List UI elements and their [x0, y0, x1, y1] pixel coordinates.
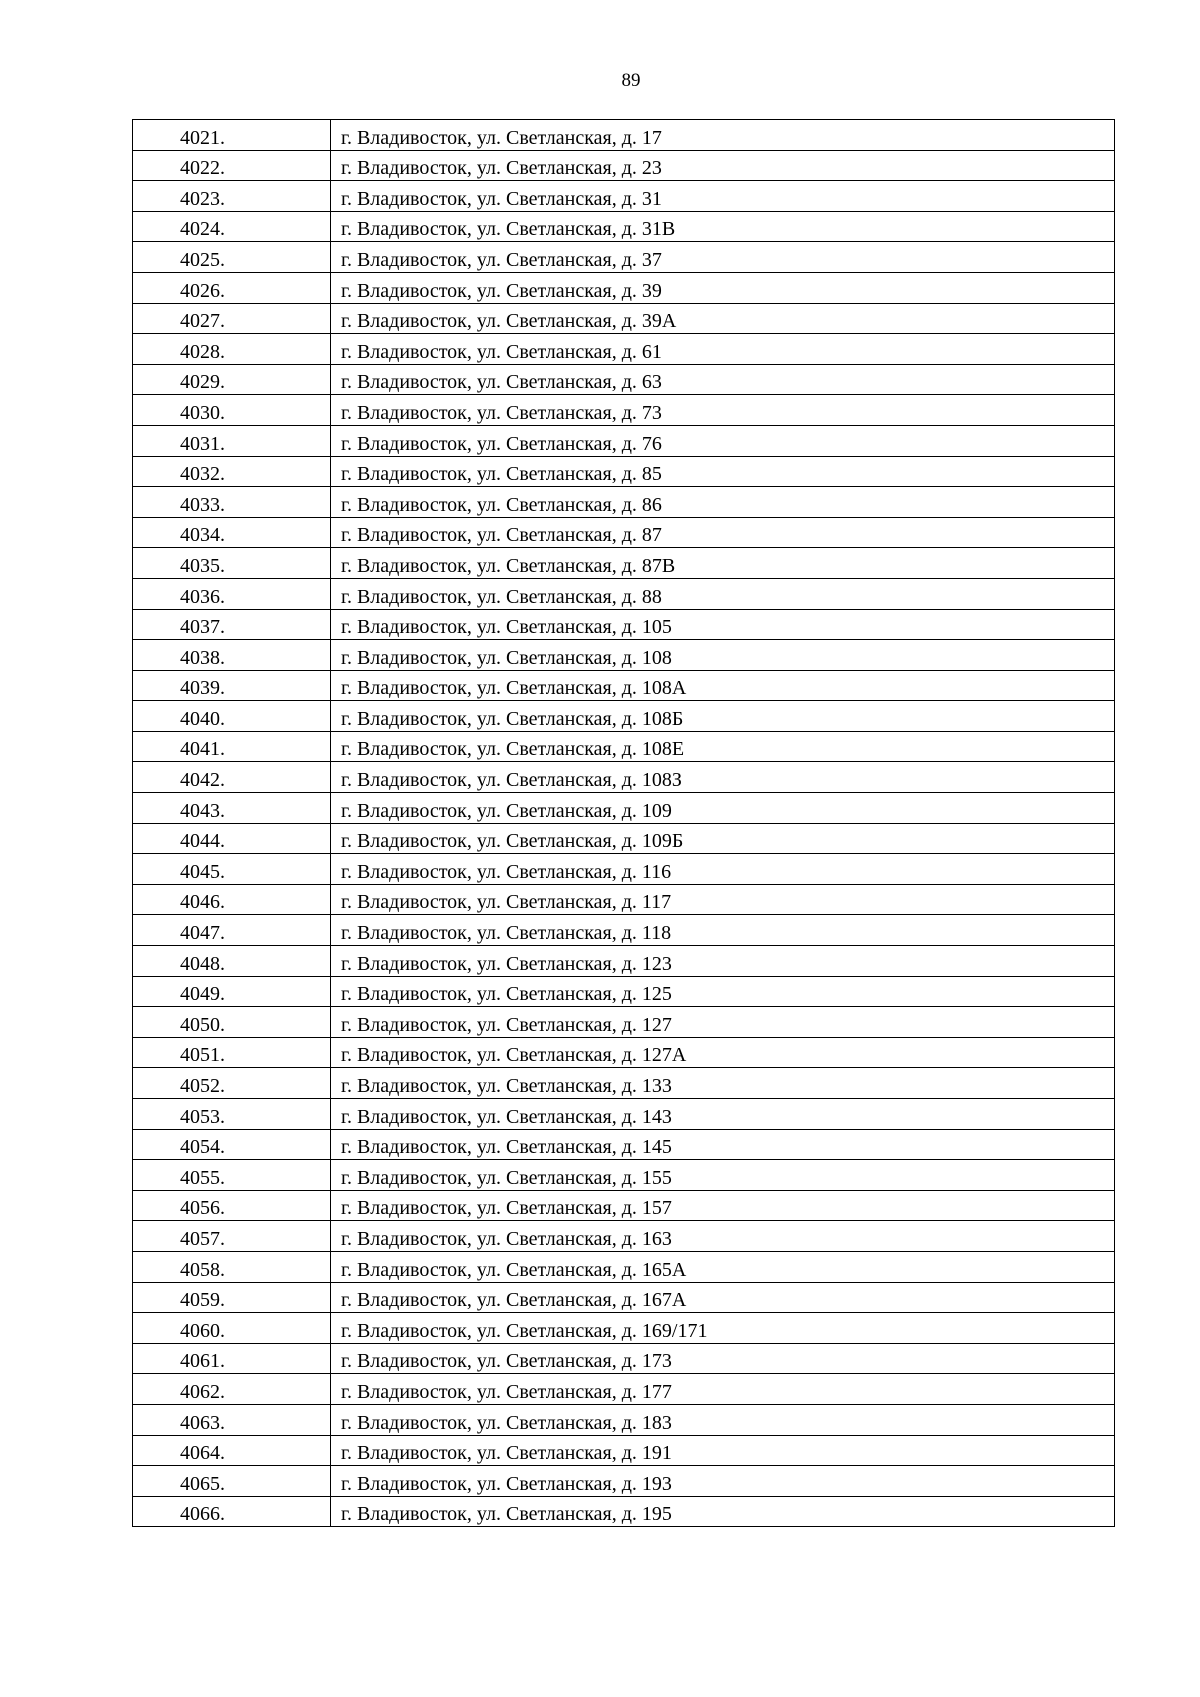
row-number: 4042.	[180, 769, 225, 792]
row-number-cell	[133, 487, 331, 518]
row-address: г. Владивосток, ул. Светланская, д. 116	[341, 860, 672, 883]
row-address: г. Владивосток, ул. Светланская, д. 193	[341, 1472, 672, 1495]
row-number-cell	[133, 303, 331, 334]
row-address: г. Владивосток, ул. Светланская, д. 108З	[341, 769, 682, 792]
row-address-cell	[331, 1068, 1115, 1099]
row-number-cell	[133, 150, 331, 181]
table-row	[133, 670, 1115, 701]
row-address: г. Владивосток, ул. Светланская, д. 109Б	[341, 830, 684, 853]
row-number-cell	[133, 211, 331, 242]
table-row	[133, 1160, 1115, 1191]
row-number: 4027.	[180, 310, 225, 333]
row-number-cell	[133, 1282, 331, 1313]
row-number-cell	[133, 1374, 331, 1405]
row-number-cell	[133, 242, 331, 273]
table-row	[133, 976, 1115, 1007]
row-number: 4065.	[180, 1472, 225, 1495]
row-address-cell	[331, 395, 1115, 426]
row-address: г. Владивосток, ул. Светланская, д. 37	[341, 248, 662, 271]
row-number-cell	[133, 915, 331, 946]
row-number: 4059.	[180, 1289, 225, 1312]
row-address-cell	[331, 1343, 1115, 1374]
row-number-cell	[133, 425, 331, 456]
row-number: 4057.	[180, 1227, 225, 1250]
table-row	[133, 303, 1115, 334]
table-row	[133, 946, 1115, 977]
row-number: 4066.	[180, 1503, 225, 1526]
row-number: 4051.	[180, 1044, 225, 1067]
row-number-cell	[133, 334, 331, 365]
row-number-cell	[133, 762, 331, 793]
row-number: 4023.	[180, 187, 225, 210]
row-address: г. Владивосток, ул. Светланская, д. 183	[341, 1411, 672, 1434]
row-address-cell	[331, 303, 1115, 334]
row-address-cell	[331, 242, 1115, 273]
table-row	[133, 364, 1115, 395]
row-number-cell	[133, 670, 331, 701]
row-address-cell	[331, 609, 1115, 640]
row-number-cell	[133, 548, 331, 579]
table-row	[133, 242, 1115, 273]
row-number: 4041.	[180, 738, 225, 761]
table-row	[133, 1374, 1115, 1405]
row-number: 4048.	[180, 952, 225, 975]
row-number: 4043.	[180, 799, 225, 822]
row-address: г. Владивосток, ул. Светланская, д. 163	[341, 1227, 672, 1250]
row-address: г. Владивосток, ул. Светланская, д. 73	[341, 401, 662, 424]
row-number-cell	[133, 272, 331, 303]
row-address-cell	[331, 456, 1115, 487]
row-number-cell	[133, 1190, 331, 1221]
row-number-cell	[133, 1129, 331, 1160]
table-row	[133, 150, 1115, 181]
table-row	[133, 1496, 1115, 1527]
row-address: г. Владивосток, ул. Светланская, д. 127А	[341, 1044, 687, 1067]
row-address: г. Владивосток, ул. Светланская, д. 117	[341, 891, 672, 914]
address-table-body	[133, 120, 1115, 1527]
row-address: г. Владивосток, ул. Светланская, д. 173	[341, 1350, 672, 1373]
row-number: 4055.	[180, 1166, 225, 1189]
row-address: г. Владивосток, ул. Светланская, д. 123	[341, 952, 672, 975]
row-address-cell	[331, 517, 1115, 548]
row-number: 4054.	[180, 1136, 225, 1159]
row-number-cell	[133, 1466, 331, 1497]
row-address-cell	[331, 1374, 1115, 1405]
row-address: г. Владивосток, ул. Светланская, д. 108	[341, 646, 672, 669]
table-row	[133, 1007, 1115, 1038]
row-address-cell	[331, 487, 1115, 518]
row-address: г. Владивосток, ул. Светланская, д. 167А	[341, 1289, 687, 1312]
row-address-cell	[331, 548, 1115, 579]
row-number: 4053.	[180, 1105, 225, 1128]
row-address-cell	[331, 181, 1115, 212]
table-row	[133, 823, 1115, 854]
row-number: 4045.	[180, 860, 225, 883]
row-number: 4038.	[180, 646, 225, 669]
row-address: г. Владивосток, ул. Светланская, д. 125	[341, 983, 672, 1006]
row-number: 4028.	[180, 340, 225, 363]
row-number-cell	[133, 823, 331, 854]
row-address-cell	[331, 1221, 1115, 1252]
row-address-cell	[331, 211, 1115, 242]
row-address: г. Владивосток, ул. Светланская, д. 109	[341, 799, 672, 822]
table-row	[133, 334, 1115, 365]
row-address: г. Владивосток, ул. Светланская, д. 118	[341, 922, 672, 945]
row-number: 4039.	[180, 677, 225, 700]
table-row	[133, 1343, 1115, 1374]
row-address: г. Владивосток, ул. Светланская, д. 88	[341, 585, 662, 608]
table-row	[133, 731, 1115, 762]
row-address-cell	[331, 915, 1115, 946]
row-address-cell	[331, 1496, 1115, 1527]
table-row	[133, 395, 1115, 426]
row-number-cell	[133, 854, 331, 885]
row-address-cell	[331, 884, 1115, 915]
table-row	[133, 487, 1115, 518]
row-number-cell	[133, 1068, 331, 1099]
row-address: г. Владивосток, ул. Светланская, д. 63	[341, 371, 662, 394]
table-row	[133, 272, 1115, 303]
row-address-cell	[331, 1099, 1115, 1130]
row-number: 4062.	[180, 1380, 225, 1403]
row-address: г. Владивосток, ул. Светланская, д. 39	[341, 279, 662, 302]
row-number: 4025.	[180, 248, 225, 271]
row-number: 4035.	[180, 554, 225, 577]
row-number-cell	[133, 946, 331, 977]
table-row	[133, 854, 1115, 885]
table-row	[133, 1251, 1115, 1282]
row-number-cell	[133, 1007, 331, 1038]
page-number: 89	[621, 70, 641, 91]
row-address-cell	[331, 1129, 1115, 1160]
row-address: г. Владивосток, ул. Светланская, д. 108А	[341, 677, 687, 700]
row-address: г. Владивосток, ул. Светланская, д. 31	[341, 187, 662, 210]
row-number: 4029.	[180, 371, 225, 394]
table-row	[133, 1466, 1115, 1497]
row-number-cell	[133, 701, 331, 732]
row-number: 4037.	[180, 616, 225, 639]
row-address: г. Владивосток, ул. Светланская, д. 86	[341, 493, 662, 516]
row-address-cell	[331, 823, 1115, 854]
row-number: 4033.	[180, 493, 225, 516]
row-number-cell	[133, 976, 331, 1007]
row-number: 4061.	[180, 1350, 225, 1373]
row-number: 4026.	[180, 279, 225, 302]
row-number-cell	[133, 609, 331, 640]
row-number-cell	[133, 1496, 331, 1527]
table-row	[133, 915, 1115, 946]
table-row	[133, 609, 1115, 640]
row-number: 4030.	[180, 401, 225, 424]
table-row	[133, 1068, 1115, 1099]
row-number-cell	[133, 1221, 331, 1252]
row-number-cell	[133, 1343, 331, 1374]
table-row	[133, 181, 1115, 212]
table-row	[133, 1313, 1115, 1344]
row-number-cell	[133, 364, 331, 395]
row-number: 4032.	[180, 463, 225, 486]
table-row	[133, 456, 1115, 487]
table-row	[133, 793, 1115, 824]
row-address: г. Владивосток, ул. Светланская, д. 17	[341, 126, 662, 149]
row-address: г. Владивосток, ул. Светланская, д. 191	[341, 1442, 672, 1465]
row-address: г. Владивосток, ул. Светланская, д. 157	[341, 1197, 672, 1220]
row-number-cell	[133, 1160, 331, 1191]
table-row	[133, 548, 1115, 579]
row-address: г. Владивосток, ул. Светланская, д. 133	[341, 1075, 672, 1097]
row-address-cell	[331, 854, 1115, 885]
row-number-cell	[133, 1037, 331, 1068]
row-number: 4044.	[180, 830, 225, 853]
row-number-cell	[133, 517, 331, 548]
row-address-cell	[331, 640, 1115, 671]
row-number: 4050.	[180, 1013, 225, 1036]
row-number-cell	[133, 120, 331, 151]
row-address: г. Владивосток, ул. Светланская, д. 61	[341, 340, 662, 363]
row-number-cell	[133, 640, 331, 671]
table-row	[133, 701, 1115, 732]
row-address-cell	[331, 578, 1115, 609]
row-address-cell	[331, 1282, 1115, 1313]
row-address: г. Владивосток, ул. Светланская, д. 39А	[341, 310, 677, 333]
row-number-cell	[133, 731, 331, 762]
row-number: 4046.	[180, 891, 225, 914]
row-number: 4058.	[180, 1258, 225, 1281]
address-table	[132, 119, 1115, 1527]
row-address-cell	[331, 334, 1115, 365]
table-row	[133, 1190, 1115, 1221]
table-row	[133, 1221, 1115, 1252]
row-number: 4063.	[180, 1411, 225, 1434]
row-address-cell	[331, 731, 1115, 762]
row-number-cell	[133, 1251, 331, 1282]
row-address-cell	[331, 1160, 1115, 1191]
row-number-cell	[133, 793, 331, 824]
row-number-cell	[133, 884, 331, 915]
row-address-cell	[331, 364, 1115, 395]
row-address-cell	[331, 1190, 1115, 1221]
row-number: 4056.	[180, 1197, 225, 1220]
row-address: г. Владивосток, ул. Светланская, д. 165А	[341, 1258, 687, 1281]
row-address-cell	[331, 425, 1115, 456]
table-row	[133, 578, 1115, 609]
row-number: 4052.	[180, 1075, 225, 1097]
row-number: 4049.	[180, 983, 225, 1006]
row-number: 4021.	[180, 126, 225, 149]
row-address-cell	[331, 1466, 1115, 1497]
row-number: 4024.	[180, 218, 225, 241]
row-address: г. Владивосток, ул. Светланская, д. 87	[341, 524, 662, 547]
table-row	[133, 120, 1115, 151]
row-address-cell	[331, 1251, 1115, 1282]
row-number-cell	[133, 395, 331, 426]
row-address-cell	[331, 1435, 1115, 1466]
row-address: г. Владивосток, ул. Светланская, д. 76	[341, 432, 662, 455]
row-number: 4036.	[180, 585, 225, 608]
row-address-cell	[331, 701, 1115, 732]
row-address: г. Владивосток, ул. Светланская, д. 23	[341, 157, 662, 180]
row-number-cell	[133, 1313, 331, 1344]
row-number-cell	[133, 578, 331, 609]
row-address: г. Владивосток, ул. Светланская, д. 108Б	[341, 707, 684, 730]
row-number: 4060.	[180, 1319, 225, 1342]
row-address: г. Владивосток, ул. Светланская, д. 195	[341, 1503, 672, 1526]
row-address: г. Владивосток, ул. Светланская, д. 127	[341, 1013, 672, 1036]
table-row	[133, 1404, 1115, 1435]
row-number-cell	[133, 1435, 331, 1466]
row-number-cell	[133, 1099, 331, 1130]
row-address: г. Владивосток, ул. Светланская, д. 85	[341, 463, 662, 486]
row-address-cell	[331, 1037, 1115, 1068]
row-address: г. Владивосток, ул. Светланская, д. 105	[341, 616, 672, 639]
row-address-cell	[331, 762, 1115, 793]
row-address: г. Владивосток, ул. Светланская, д. 31В	[341, 218, 676, 241]
row-address-cell	[331, 976, 1115, 1007]
row-address-cell	[331, 793, 1115, 824]
row-address: г. Владивосток, ул. Светланская, д. 145	[341, 1136, 672, 1159]
row-address: г. Владивосток, ул. Светланская, д. 143	[341, 1105, 672, 1128]
table-row	[133, 884, 1115, 915]
row-number-cell	[133, 181, 331, 212]
row-address: г. Владивосток, ул. Светланская, д. 169/171	[341, 1319, 708, 1342]
row-address-cell	[331, 1007, 1115, 1038]
row-address: г. Владивосток, ул. Светланская, д. 108Е	[341, 738, 685, 761]
table-row	[133, 762, 1115, 793]
table-row	[133, 1037, 1115, 1068]
row-number: 4031.	[180, 432, 225, 455]
row-number-cell	[133, 456, 331, 487]
row-address-cell	[331, 120, 1115, 151]
row-number: 4064.	[180, 1442, 225, 1465]
table-row	[133, 211, 1115, 242]
row-address-cell	[331, 272, 1115, 303]
row-address: г. Владивосток, ул. Светланская, д. 177	[341, 1380, 672, 1403]
table-row	[133, 1099, 1115, 1130]
row-number-cell	[133, 1404, 331, 1435]
table-row	[133, 640, 1115, 671]
table-row	[133, 425, 1115, 456]
row-number: 4022.	[180, 157, 225, 180]
row-address-cell	[331, 670, 1115, 701]
row-address: г. Владивосток, ул. Светланская, д. 155	[341, 1166, 672, 1189]
row-address-cell	[331, 150, 1115, 181]
row-number: 4047.	[180, 922, 225, 945]
table-row	[133, 1129, 1115, 1160]
table-row	[133, 1282, 1115, 1313]
row-number: 4034.	[180, 524, 225, 547]
row-address-cell	[331, 946, 1115, 977]
row-number: 4040.	[180, 707, 225, 730]
row-address: г. Владивосток, ул. Светланская, д. 87В	[341, 554, 676, 577]
row-address-cell	[331, 1404, 1115, 1435]
table-row	[133, 517, 1115, 548]
row-address-cell	[331, 1313, 1115, 1344]
table-row	[133, 1435, 1115, 1466]
